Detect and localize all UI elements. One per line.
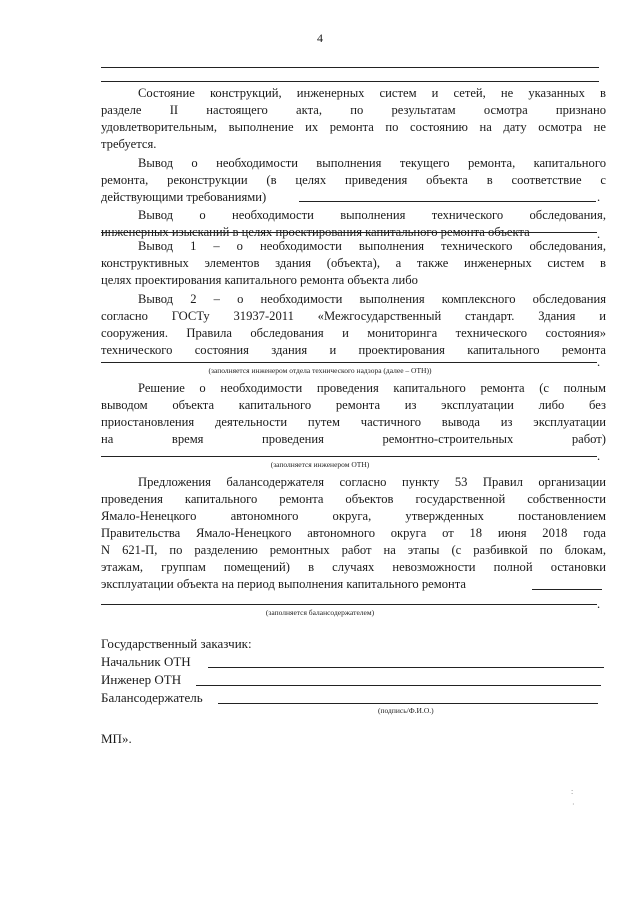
text-line: Предложения балансодержателя согласно пункту 53 Правил организации — [138, 475, 606, 489]
text-line: согласно ГОСТу 31937-2011 «Межгосударственный стандарт. Здания и — [101, 309, 606, 323]
text-line: инженерных изысканий в целях проектирования капитального ремонта объекта — [101, 225, 530, 239]
signature-label-engineer-otn: Инженер ОТН — [101, 672, 182, 687]
signature-line-engineer-otn — [196, 685, 601, 686]
text-line: N 621-П, по разделению ремонтных работ на этапы (с разбивкой по блокам, — [101, 543, 606, 557]
top-blank-line-1 — [101, 67, 599, 68]
text-line: Правительства Ямало-Ненецкого автономного округа от 18 июня 2018 года — [101, 526, 606, 540]
text-line: на время проведения ремонтно-строительных работ) — [101, 432, 606, 446]
text-line: разделе II настоящего акта, по результатам осмотра признано — [101, 103, 606, 117]
text-line: ремонта, реконструкции (в целях приведения объекта в соответствие с — [101, 173, 606, 187]
text-line: выводом объекта капитального ремонта из эксплуатации либо без — [101, 398, 606, 412]
text-line: этажам, группам помещений) в случаях невозможности полной остановки — [101, 560, 606, 574]
line-end-dot: . — [597, 449, 601, 463]
text-line: действующими требованиями) — [101, 190, 267, 204]
signature-line-balance-holder — [218, 703, 598, 704]
margin-mark: : — [571, 787, 574, 796]
caption-holder: (заполняется балансодержателем) — [265, 608, 375, 617]
fill-line-repair — [299, 201, 596, 202]
text-line: проведения капитального ремонта объектов государственной собственности — [101, 492, 606, 506]
text-line: эксплуатации объекта на период выполнения капитального ремонта — [101, 577, 467, 591]
caption-otn-engineer: (заполняется инженером ОТН) — [270, 460, 370, 469]
text-line: Вывод о необходимости выполнения технического обследования, — [138, 208, 606, 222]
fill-line-survey — [101, 232, 597, 233]
text-line: удовлетворительным, выполнение их ремонта по состоянию на дату осмотра не — [101, 120, 606, 134]
fill-line-holder-inline — [532, 589, 602, 590]
fill-line-otn — [101, 362, 597, 363]
text-line: Решение о необходимости проведения капитального ремонта (с полным — [138, 381, 606, 395]
text-line: Ямало-Ненецкого автономного округа, утвержденных постановлением — [101, 509, 606, 523]
line-end-dot: . — [597, 190, 601, 204]
stamp-mark: МП». — [101, 731, 132, 746]
page-number: 4 — [317, 31, 323, 45]
caption-otn: (заполняется инженером отдела технического надзора (далее – ОТН)) — [208, 366, 432, 375]
text-line: требуется. — [101, 137, 157, 151]
line-end-dot: . — [597, 597, 601, 611]
text-line: Состояние конструкций, инженерных систем и сетей, не указанных в — [138, 86, 606, 100]
fill-line-engineer — [101, 456, 597, 457]
line-end-dot: . — [597, 355, 601, 369]
text-line: приостановления деятельности путем частичного вывода из эксплуатации — [101, 415, 606, 429]
signature-line-head-otn — [208, 667, 604, 668]
line-end-dot: . — [597, 227, 601, 241]
signature-label-head-otn: Начальник ОТН — [101, 654, 191, 669]
text-line: технического состояния здания и проектирования капитального ремонта — [101, 343, 606, 357]
caption-signature: (подпись/Ф.И.О.) — [378, 706, 434, 715]
text-line: Вывод 1 – о необходимости выполнения технического обследования, — [138, 239, 606, 253]
fill-line-holder — [101, 604, 597, 605]
text-line: целях проектирования капитального ремонта объекта либо — [101, 273, 418, 287]
text-line: конструктивных элементов здания (объекта), а также инженерных систем в — [101, 256, 606, 270]
signature-label-balance-holder: Балансодержатель — [101, 690, 203, 705]
signature-heading: Государственный заказчик: — [101, 636, 252, 651]
text-line: сооружения. Правила обследования и мониторинга технического состояния» — [101, 326, 606, 340]
text-line: Вывод 2 – о необходимости выполнения комплексного обследования — [138, 292, 606, 306]
margin-mark: · — [572, 800, 575, 809]
text-line: Вывод о необходимости выполнения текущего ремонта, капитального — [138, 156, 606, 170]
top-blank-line-2 — [101, 81, 599, 82]
